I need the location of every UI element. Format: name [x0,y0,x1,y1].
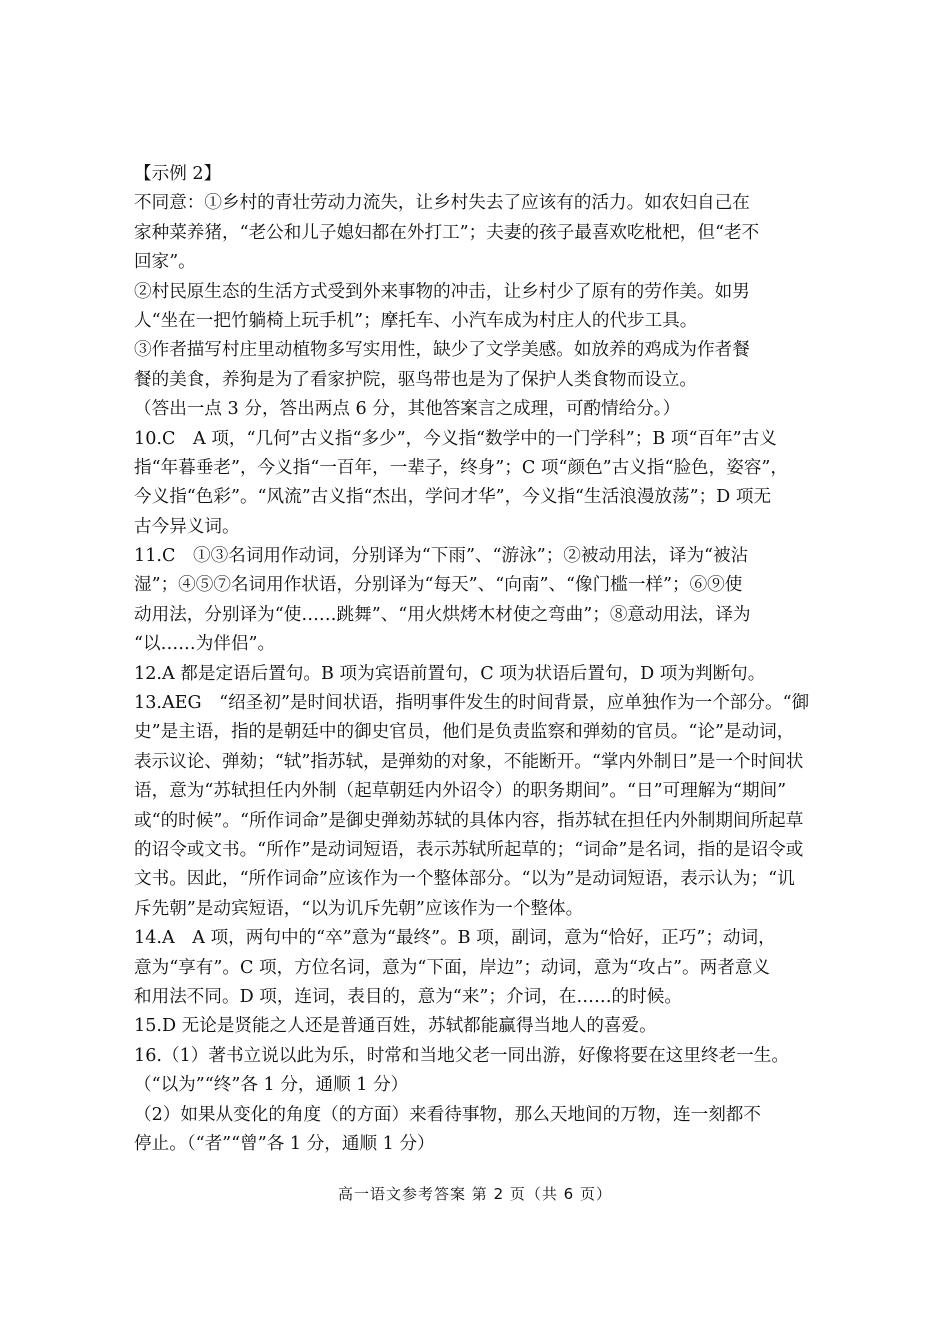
text-line: 意为“享有”。C 项，方位名词，意为“下面，岸边”；动词，意为“攻占”。两者意义 [134,957,771,978]
text-line: 湿”；④⑤⑦名词用作状语，分别译为“每天”、“向南”、“像门槛一样”；⑥⑨使 [134,575,743,596]
text-line: 10.C A 项，“几何”古义指“多少”，今义指“数学中的一门学科”；B 项“百年”古义 [134,428,777,449]
text-line: ②村民原生态的生活方式受到外来事物的冲击，让乡村少了原有的劳作美。如男 [134,281,750,302]
text-line: 14.A A 项，两句中的“卒”意为“最终”。B 项，副词，意为“恰好，正巧”；动词， [134,928,776,949]
text-line: 餐的美食，养狗是为了看家护院，驱鸟带也是为了保护人类食物而设立。 [134,369,698,390]
text-line: 回家”。 [134,252,196,273]
text-line: 今义指“色彩”。“风流”古义指“杰出，学问才华”，今义指“生活浪漫放荡”；D 项无 [134,487,772,508]
text-line: （答出一点 3 分，答出两点 6 分，其他答案言之成理，可酌情给分。） [134,399,681,420]
text-line: 的诏令或文书。“所作”是动词短语，表示苏轼所起草的；“词命”是名词，指的是诏令或 [134,839,804,860]
text-line: 指“年暮垂老”，今义指“一百年，一辈子，终身”；C 项“颜色”古义指“脸色，姿容”， [134,457,789,478]
text-line: 表示议论、弹劾；“轼”指苏轼，是弹劾的对象，不能断开。“掌内外制日”是一个时间状 [134,751,804,772]
text-line: 人“坐在一把竹躺椅上玩手机”；摩托车、小汽车成为村庄人的代步工具。 [134,310,698,331]
text-line: 停止。（“者”“曾”各 1 分，通顺 1 分） [134,1133,435,1154]
text-line: 不同意：①乡村的青壮劳动力流失，让乡村失去了应该有的活力。如农妇自己在 [134,193,750,214]
text-line: 和用法不同。D 项，连词，表目的，意为“来”；介词，在……的时候。 [134,986,682,1007]
text-line: 15.D 无论是贤能之人还是普通百姓，苏轼都能赢得当地人的喜爱。 [134,1016,657,1037]
text-line: 古今异义词。 [134,516,240,537]
text-line: 动用法，分别译为“使……跳舞”、“用火烘烤木材使之弯曲”；⑧意动用法，译为 [134,604,751,625]
answer-key-body [134,160,820,1159]
text-line: ③作者描写村庄里动植物多写实用性，缺少了文学美感。如放养的鸡成为作者餐 [134,340,750,361]
text-line: （2）如果从变化的角度（的方面）来看待事物，那么天地间的万物，连一刻都不 [134,1104,761,1125]
text-line: 或“的时候”。“所作词命”是御史弹劾苏轼的具体内容，指苏轼在担任内外制期间所起草 [134,810,804,831]
text-line: “以……为伴侣”。 [134,634,276,655]
text-line: 史”是主语，指的是朝廷中的御史官员，他们是负责监察和弹劾的官员。“论”是动词， [134,722,795,743]
text-line: 文书。因此，“所作词命”应该作为一个整体部分。“以为”是动词短语，表示认为；“讥 [134,869,795,890]
text-line: 11.C ①③名词用作动词，分别译为“下雨”、“游泳”；②被动用法，译为“被沾 [134,546,749,567]
text-line: 13.AEG “绍圣初”是时间状语，指明事件发生的时间背景，应单独作为一个部分。“御 [134,693,810,714]
text-line: 语，意为“苏轼担任内外制（起草朝廷内外诏令）的职务期间”。“日”可理解为“期间” [134,781,787,802]
text-line: 家种菜养猪，“老公和儿子媳妇都在外打工”；夫妻的孩子最喜欢吃枇杷，但“老不 [134,222,760,243]
text-line: （“以为”“终”各 1 分，通顺 1 分） [134,1075,409,1096]
text-line: 【示例 2】 [134,164,222,184]
text-line: 16.（1）著书立说以此为乐，时常和当地父老一同出游，好像将要在这里终老一生。 [134,1045,789,1066]
text-line: 12.A 都是定语后置句。B 项为宾语前置句，C 项为状语后置句，D 项为判断句。 [134,663,766,684]
page-footer: 高一语文参考答案 第 2 页（共 6 页） [338,1185,612,1203]
text-line: 斥先朝”是动宾短语，“以为讥斥先朝”应该作为一个整体。 [134,898,584,919]
